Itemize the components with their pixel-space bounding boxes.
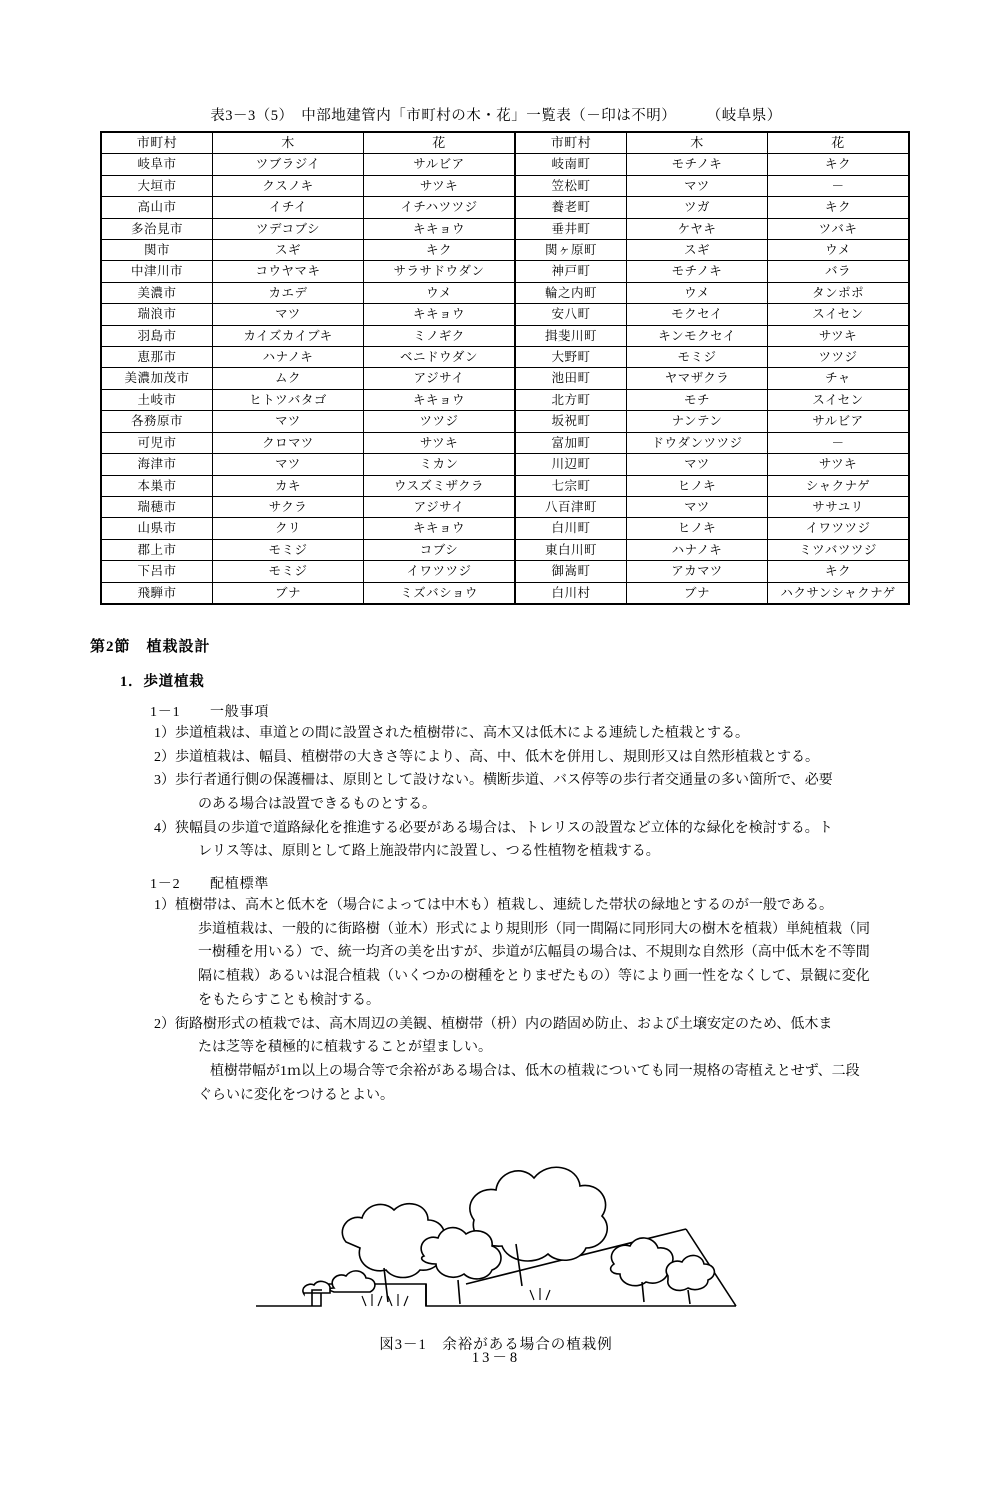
table-row bbox=[101, 496, 909, 517]
table-cell: 海津市 bbox=[101, 454, 213, 475]
table-cell: スイセン bbox=[768, 304, 910, 325]
table-header-cell: 木 bbox=[213, 132, 364, 154]
table-cell: シャクナゲ bbox=[768, 475, 910, 496]
paragraph-text: 1）植樹帯は、高木と低木を（場合によっては中木も）植栽し、連続した帯状の緑地とするのが一般である。 bbox=[154, 898, 833, 914]
paragraph-text: 1）歩道植栽は、車道との間に設置された植樹帯に、高木又は低木による連続した植栽とする。 bbox=[154, 725, 749, 741]
page-number: 13－8 bbox=[471, 1350, 521, 1367]
table-header-row bbox=[101, 132, 909, 154]
table-cell: 白川町 bbox=[515, 518, 627, 539]
table-row bbox=[101, 368, 909, 389]
table-row bbox=[101, 218, 909, 239]
table-cell: キキョウ bbox=[364, 389, 516, 410]
table-cell: ウメ bbox=[768, 240, 910, 261]
table-cell: ツブラジイ bbox=[213, 154, 364, 175]
paragraph bbox=[0, 1061, 992, 1083]
table-cell: モクセイ bbox=[627, 304, 768, 325]
table-cell: モミジ bbox=[627, 347, 768, 368]
table-cell: 飛騨市 bbox=[101, 582, 213, 604]
table-cell: 七宗町 bbox=[515, 475, 627, 496]
table-row bbox=[101, 175, 909, 196]
table-cell: 大垣市 bbox=[101, 175, 213, 196]
table-cell: バラ bbox=[768, 261, 910, 282]
table-cell: 養老町 bbox=[515, 197, 627, 218]
paragraph bbox=[0, 770, 992, 792]
paragraph-text: たは芝等を積極的に植栽することが望ましい。 bbox=[198, 1040, 492, 1056]
table-cell: クリ bbox=[213, 518, 364, 539]
table-cell: 羽島市 bbox=[101, 325, 213, 346]
table-cell: モチ bbox=[627, 389, 768, 410]
table-row bbox=[101, 197, 909, 218]
table-cell: キキョウ bbox=[364, 218, 516, 239]
city-tree-flower-table bbox=[100, 131, 910, 605]
table-cell: 大野町 bbox=[515, 347, 627, 368]
table-row bbox=[101, 347, 909, 368]
table-cell: カエデ bbox=[213, 282, 364, 303]
table-cell: ツツジ bbox=[364, 411, 516, 432]
table-row bbox=[101, 240, 909, 261]
table-cell: ケヤキ bbox=[627, 218, 768, 239]
paragraph-text: レリス等は、原則として路上施設帯内に設置し、つる性植物を植栽する。 bbox=[198, 844, 660, 860]
table-header-cell: 木 bbox=[627, 132, 768, 154]
table-cell: アジサイ bbox=[364, 368, 516, 389]
table-cell: 土岐市 bbox=[101, 389, 213, 410]
table-cell: ハクサンシャクナゲ bbox=[768, 582, 910, 604]
paragraph bbox=[0, 723, 992, 745]
table-cell: キキョウ bbox=[364, 304, 516, 325]
paragraph bbox=[0, 794, 992, 816]
table-cell: 関ヶ原町 bbox=[515, 240, 627, 261]
table-cell: コウヤマキ bbox=[213, 261, 364, 282]
table-cell: クロマツ bbox=[213, 432, 364, 453]
table-cell: キク bbox=[768, 197, 910, 218]
paragraph-text: 歩道植栽は、一般的に街路樹（並木）形式により規則形（同一間隔に同形同大の樹木を植栽）単純植栽（同 bbox=[198, 921, 870, 937]
table-row bbox=[101, 261, 909, 282]
table-cell: ウメ bbox=[627, 282, 768, 303]
table-cell: 神戸町 bbox=[515, 261, 627, 282]
table-cell: 下呂市 bbox=[101, 561, 213, 582]
table-cell: 本巣市 bbox=[101, 475, 213, 496]
table-row bbox=[101, 282, 909, 303]
table-header-cell: 花 bbox=[364, 132, 516, 154]
table-cell: 各務原市 bbox=[101, 411, 213, 432]
table-cell: ミカン bbox=[364, 454, 516, 475]
table-cell: ツデコブシ bbox=[213, 218, 364, 239]
table-cell: 瑞穂市 bbox=[101, 496, 213, 517]
table-cell: キク bbox=[768, 561, 910, 582]
table-cell: ヒトツバタゴ bbox=[213, 389, 364, 410]
table-cell: サラサドウダン bbox=[364, 261, 516, 282]
paragraph bbox=[0, 1085, 992, 1107]
paragraph bbox=[0, 1037, 992, 1059]
subsection-title: 1．歩道植栽 bbox=[120, 673, 205, 690]
table-row bbox=[101, 304, 909, 325]
table-cell: マツ bbox=[627, 454, 768, 475]
table-cell: キンモクセイ bbox=[627, 325, 768, 346]
table-row bbox=[101, 475, 909, 496]
table-cell: ドウダンツツジ bbox=[627, 432, 768, 453]
paragraph-text: 隔に植栽）あるいは混合植栽（いくつかの樹種をとりまぜたもの）等により画一性をなくして、景観に変化 bbox=[198, 969, 870, 985]
table-cell: モミジ bbox=[213, 561, 364, 582]
table-cell: マツ bbox=[213, 454, 364, 475]
table-cell: ムク bbox=[213, 368, 364, 389]
table-cell: ナンテン bbox=[627, 411, 768, 432]
table-cell: ヒノキ bbox=[627, 518, 768, 539]
table-cell: ツガ bbox=[627, 197, 768, 218]
table-cell: 山県市 bbox=[101, 518, 213, 539]
table-cell: サルビア bbox=[768, 411, 910, 432]
table-cell: 東白川町 bbox=[515, 539, 627, 560]
table-row bbox=[101, 389, 909, 410]
table-cell: サルビア bbox=[364, 154, 516, 175]
table-cell: モチノキ bbox=[627, 154, 768, 175]
table-cell: 笠松町 bbox=[515, 175, 627, 196]
table-row bbox=[101, 518, 909, 539]
table-cell: タンポポ bbox=[768, 282, 910, 303]
table-cell: スギ bbox=[213, 240, 364, 261]
table-cell: ミツバツツジ bbox=[768, 539, 910, 560]
document-page bbox=[0, 104, 992, 1507]
paragraph-text: 一樹種を用いる）で、統一均斉の美を出すが、歩道が広幅員の場合は、不規則な自然形（高中低木を不等間 bbox=[198, 945, 870, 961]
table-cell: ベニドウダン bbox=[364, 347, 516, 368]
table-row bbox=[101, 432, 909, 453]
table-cell: 瑞浪市 bbox=[101, 304, 213, 325]
table-cell: ミズバショウ bbox=[364, 582, 516, 604]
table-cell: ツバキ bbox=[768, 218, 910, 239]
section-title: 第2節 植栽設計 bbox=[90, 638, 211, 655]
table-cell: ヤマザクラ bbox=[627, 368, 768, 389]
table-cell: マツ bbox=[627, 496, 768, 517]
table-cell: 関市 bbox=[101, 240, 213, 261]
paragraph-text: のある場合は設置できるものとする。 bbox=[198, 797, 436, 812]
table-cell: カイズカイブキ bbox=[213, 325, 364, 346]
paragraph-text: 2）歩道植栽は、幅員、植樹帯の大きさ等により、高、中、低木を併用し、規則形又は自然形植栽とする。 bbox=[154, 749, 819, 765]
paragraph-text: 2）街路樹形式の植栽では、高木周辺の美観、植樹帯（枡）内の踏固め防止、および土壌安定のため、低木ま bbox=[154, 1016, 833, 1032]
table-cell: サツキ bbox=[768, 325, 910, 346]
table-cell: ブナ bbox=[627, 582, 768, 604]
table-cell: 恵那市 bbox=[101, 347, 213, 368]
table-cell: ツツジ bbox=[768, 347, 910, 368]
table-cell: 可児市 bbox=[101, 432, 213, 453]
table-cell: スギ bbox=[627, 240, 768, 261]
table-cell: 池田町 bbox=[515, 368, 627, 389]
paragraph bbox=[0, 966, 992, 988]
table-cell: コブシ bbox=[364, 539, 516, 560]
table-cell: ウスズミザクラ bbox=[364, 475, 516, 496]
figure-planting-example bbox=[0, 1124, 992, 1354]
table-cell: イワツツジ bbox=[768, 518, 910, 539]
table-cell: チャ bbox=[768, 368, 910, 389]
table-cell: アジサイ bbox=[364, 496, 516, 517]
table-cell: キキョウ bbox=[364, 518, 516, 539]
table-cell: 高山市 bbox=[101, 197, 213, 218]
table-cell: 御嵩町 bbox=[515, 561, 627, 582]
table-cell: マツ bbox=[213, 411, 364, 432]
table-cell: 揖斐川町 bbox=[515, 325, 627, 346]
table-cell: サツキ bbox=[364, 175, 516, 196]
table-caption: 表3－3（5） 中部地建管内「市町村の木・花」一覧表（－印は不明） （岐阜県） bbox=[210, 108, 782, 124]
paragraph-text: 4）狭幅員の歩道で道路緑化を推進する必要がある場合は、トレリスの設置など立体的な緑化を検討する。ト bbox=[154, 820, 833, 836]
item-1-1-title: 1－1 一般事項 bbox=[150, 704, 270, 720]
table-cell: アカマツ bbox=[627, 561, 768, 582]
paragraph bbox=[0, 1014, 992, 1036]
table-row bbox=[101, 539, 909, 560]
table-cell: － bbox=[768, 432, 910, 453]
table-cell: キク bbox=[768, 154, 910, 175]
table-cell: マツ bbox=[627, 175, 768, 196]
table-cell: イワツツジ bbox=[364, 561, 516, 582]
table-cell: キク bbox=[364, 240, 516, 261]
table-cell: サクラ bbox=[213, 496, 364, 517]
table-row bbox=[101, 454, 909, 475]
table-cell: サツキ bbox=[364, 432, 516, 453]
paragraph-text: をもたらすことも検討する。 bbox=[198, 992, 380, 1008]
table-cell: 郡上市 bbox=[101, 539, 213, 560]
table-cell: イチイ bbox=[213, 197, 364, 218]
table-cell: 八百津町 bbox=[515, 496, 627, 517]
table-cell: 多治見市 bbox=[101, 218, 213, 239]
paragraph-text: 植樹帯幅が1ｍ以上の場合等で余裕がある場合は、低木の植栽についても同一規格の寄植えとせず、二段 bbox=[210, 1063, 860, 1079]
paragraph-text: ぐらいに変化をつけるとよい。 bbox=[198, 1087, 394, 1103]
table-cell: モミジ bbox=[213, 539, 364, 560]
table-cell: ミノギク bbox=[364, 325, 516, 346]
table-cell: クスノキ bbox=[213, 175, 364, 196]
table-cell: 富加町 bbox=[515, 432, 627, 453]
table-cell: カキ bbox=[213, 475, 364, 496]
paragraph bbox=[0, 747, 992, 769]
table-cell: 坂祝町 bbox=[515, 411, 627, 432]
table-row bbox=[101, 325, 909, 346]
table-row bbox=[101, 561, 909, 582]
figure-caption: 図3－1 余裕がある場合の植栽例 bbox=[379, 1337, 613, 1354]
table-cell: 輪之内町 bbox=[515, 282, 627, 303]
table-cell: ハナノキ bbox=[213, 347, 364, 368]
table-cell: サツキ bbox=[768, 454, 910, 475]
table-header-cell: 市町村 bbox=[101, 132, 213, 154]
paragraph bbox=[0, 990, 992, 1012]
table-cell: 北方町 bbox=[515, 389, 627, 410]
table-row bbox=[101, 582, 909, 604]
table-cell: イチハツツジ bbox=[364, 197, 516, 218]
table-cell: 美濃加茂市 bbox=[101, 368, 213, 389]
table-cell: 岐阜市 bbox=[101, 154, 213, 175]
item-1-2-title: 1－2 配植標準 bbox=[150, 877, 270, 893]
paragraph-text: 3）歩行者通行側の保護柵は、原則として設けない。横断歩道、バス停等の歩行者交通量の多い箇所で、必要 bbox=[154, 773, 833, 789]
table-container bbox=[0, 131, 992, 605]
table-cell: ブナ bbox=[213, 582, 364, 604]
table-row bbox=[101, 154, 909, 175]
table-cell: ウメ bbox=[364, 282, 516, 303]
paragraph bbox=[0, 818, 992, 840]
paragraph bbox=[0, 942, 992, 964]
table-cell: スイセン bbox=[768, 389, 910, 410]
paragraph bbox=[0, 919, 992, 941]
paragraph bbox=[0, 841, 992, 863]
table-cell: ハナノキ bbox=[627, 539, 768, 560]
table-cell: 安八町 bbox=[515, 304, 627, 325]
table-header-cell: 花 bbox=[768, 132, 910, 154]
table-cell: 美濃市 bbox=[101, 282, 213, 303]
planting-illustration bbox=[216, 1124, 776, 1324]
table-cell: － bbox=[768, 175, 910, 196]
table-cell: モチノキ bbox=[627, 261, 768, 282]
paragraph bbox=[0, 895, 992, 917]
table-cell: マツ bbox=[213, 304, 364, 325]
table-cell: 中津川市 bbox=[101, 261, 213, 282]
table-cell: 岐南町 bbox=[515, 154, 627, 175]
table-cell: 白川村 bbox=[515, 582, 627, 604]
table-row bbox=[101, 411, 909, 432]
table-cell: ヒノキ bbox=[627, 475, 768, 496]
table-cell: 垂井町 bbox=[515, 218, 627, 239]
table-cell: 川辺町 bbox=[515, 454, 627, 475]
table-cell: ササユリ bbox=[768, 496, 910, 517]
table-header-cell: 市町村 bbox=[515, 132, 627, 154]
